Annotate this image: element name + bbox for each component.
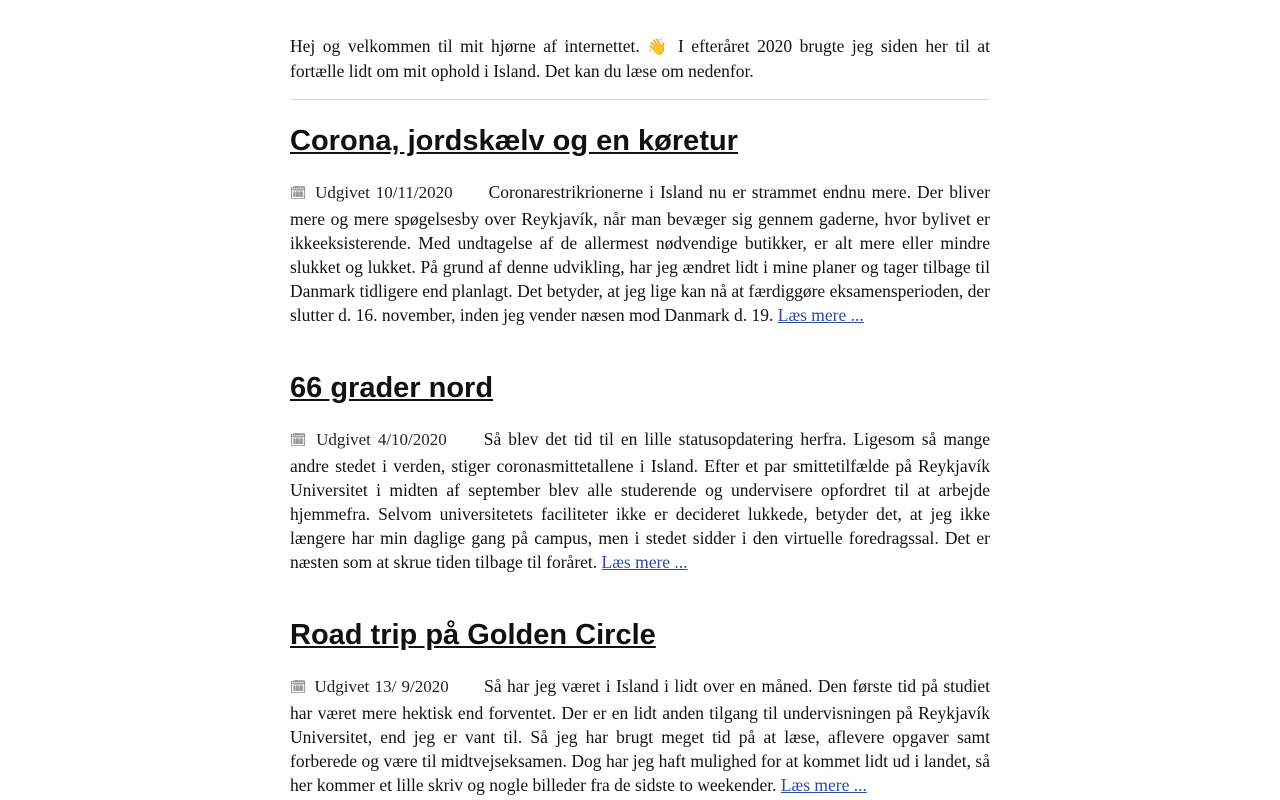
post-title-link[interactable]: Road trip på Golden Circle	[290, 619, 656, 651]
post-excerpt: Så har jeg været i Island i lidt over en måned. Den første tid på studiet har været mere hektisk end forventet. Der er en lidt anden tilgang til undervisningen på Reykjavík Universitet, end jeg er vant til. Så jeg har brugt meget tid på at læse, aflevere opgaver samt forberede og være til midtvejseksamen. Dog har jeg haft mulighed for at kommet lidt ud i landet, så her kommer et lille skriv og nogle billeder fra de sidste to weekender.	[290, 676, 991, 795]
waving-hand-icon: 👋	[647, 37, 671, 56]
published-label: Udgivet	[316, 430, 371, 449]
post-title-link[interactable]: Corona, jordskælv og en køretur	[290, 125, 738, 157]
post-meta	[290, 429, 454, 449]
post-title	[290, 124, 990, 158]
calendar-icon: 🗓	[290, 680, 308, 695]
section-divider	[290, 99, 990, 100]
intro-text-after: I efteråret 2020 brugte jeg siden her til at fortælle lidt om mit ophold i Island. Det kan du læse om nedenfor.	[290, 36, 990, 81]
post-excerpt: Så blev det tid til en lille statusopdatering herfra. Ligesom så mange andre stedet i verden, stiger coronasmittetallene i Island. Efter et par smittetilfælde på Reykjavík Universitet i midten af september blev alle studerende og undervisere opfordret til at arbejde hjemmefra. Selvom universitetets faciliteter ikke er decideret lukkede, betyder det, at jeg ikke længere har min daglige gang på campus, men i stedet sidder i den virtuelle foredragssal. Det er næsten som at skrue tiden tilbage til foråret.	[290, 429, 991, 572]
post-body	[290, 674, 990, 797]
post-item	[290, 618, 990, 797]
post-date: 10/11/2020	[375, 183, 453, 202]
post-item	[290, 371, 990, 574]
published-label: Udgivet	[314, 677, 370, 696]
read-more-link[interactable]: Læs mere ...	[780, 775, 867, 795]
calendar-icon: 🗓	[290, 186, 309, 201]
post-meta	[290, 182, 459, 202]
content-column	[290, 0, 990, 797]
post-title	[290, 371, 990, 405]
intro-text-before: Hej og velkommen til mit hjørne af internettet.	[290, 36, 640, 56]
post-item	[290, 124, 990, 327]
post-body	[290, 180, 990, 327]
post-date: 4/10/2020	[377, 430, 447, 449]
read-more-link[interactable]: Læs mere ...	[777, 305, 864, 325]
post-title	[290, 618, 990, 652]
post-body	[290, 427, 990, 574]
post-meta	[290, 676, 454, 696]
post-excerpt: Coronarestrikrionerne i Island nu er strammet endnu mere. Der bliver mere og mere spøgelsesby over Reykjavík, når man bevæger sig gennem gaderne, hvor bylivet er ikkeeksisterende. Med undtagelse af de allermest nødvendige butikker, er alt mere eller mindre slukket og lukket. På grund af denne udvikling, har jeg ændret lidt i mine planer og tager tilbage til Danmark tidligere end planlagt. Det betyder, at jeg lige kan nå at færdiggøre eksamensperioden, der slutter d. 16. november, inden jeg vender næsen mod Danmark d. 19.	[290, 182, 991, 325]
post-title-link[interactable]: 66 grader nord	[290, 372, 494, 404]
published-label: Udgivet	[315, 183, 370, 202]
calendar-icon: 🗓	[290, 433, 310, 448]
post-date: 13/ 9/2020	[374, 677, 449, 696]
read-more-link[interactable]: Læs mere ...	[601, 552, 688, 572]
intro-paragraph	[290, 34, 990, 83]
